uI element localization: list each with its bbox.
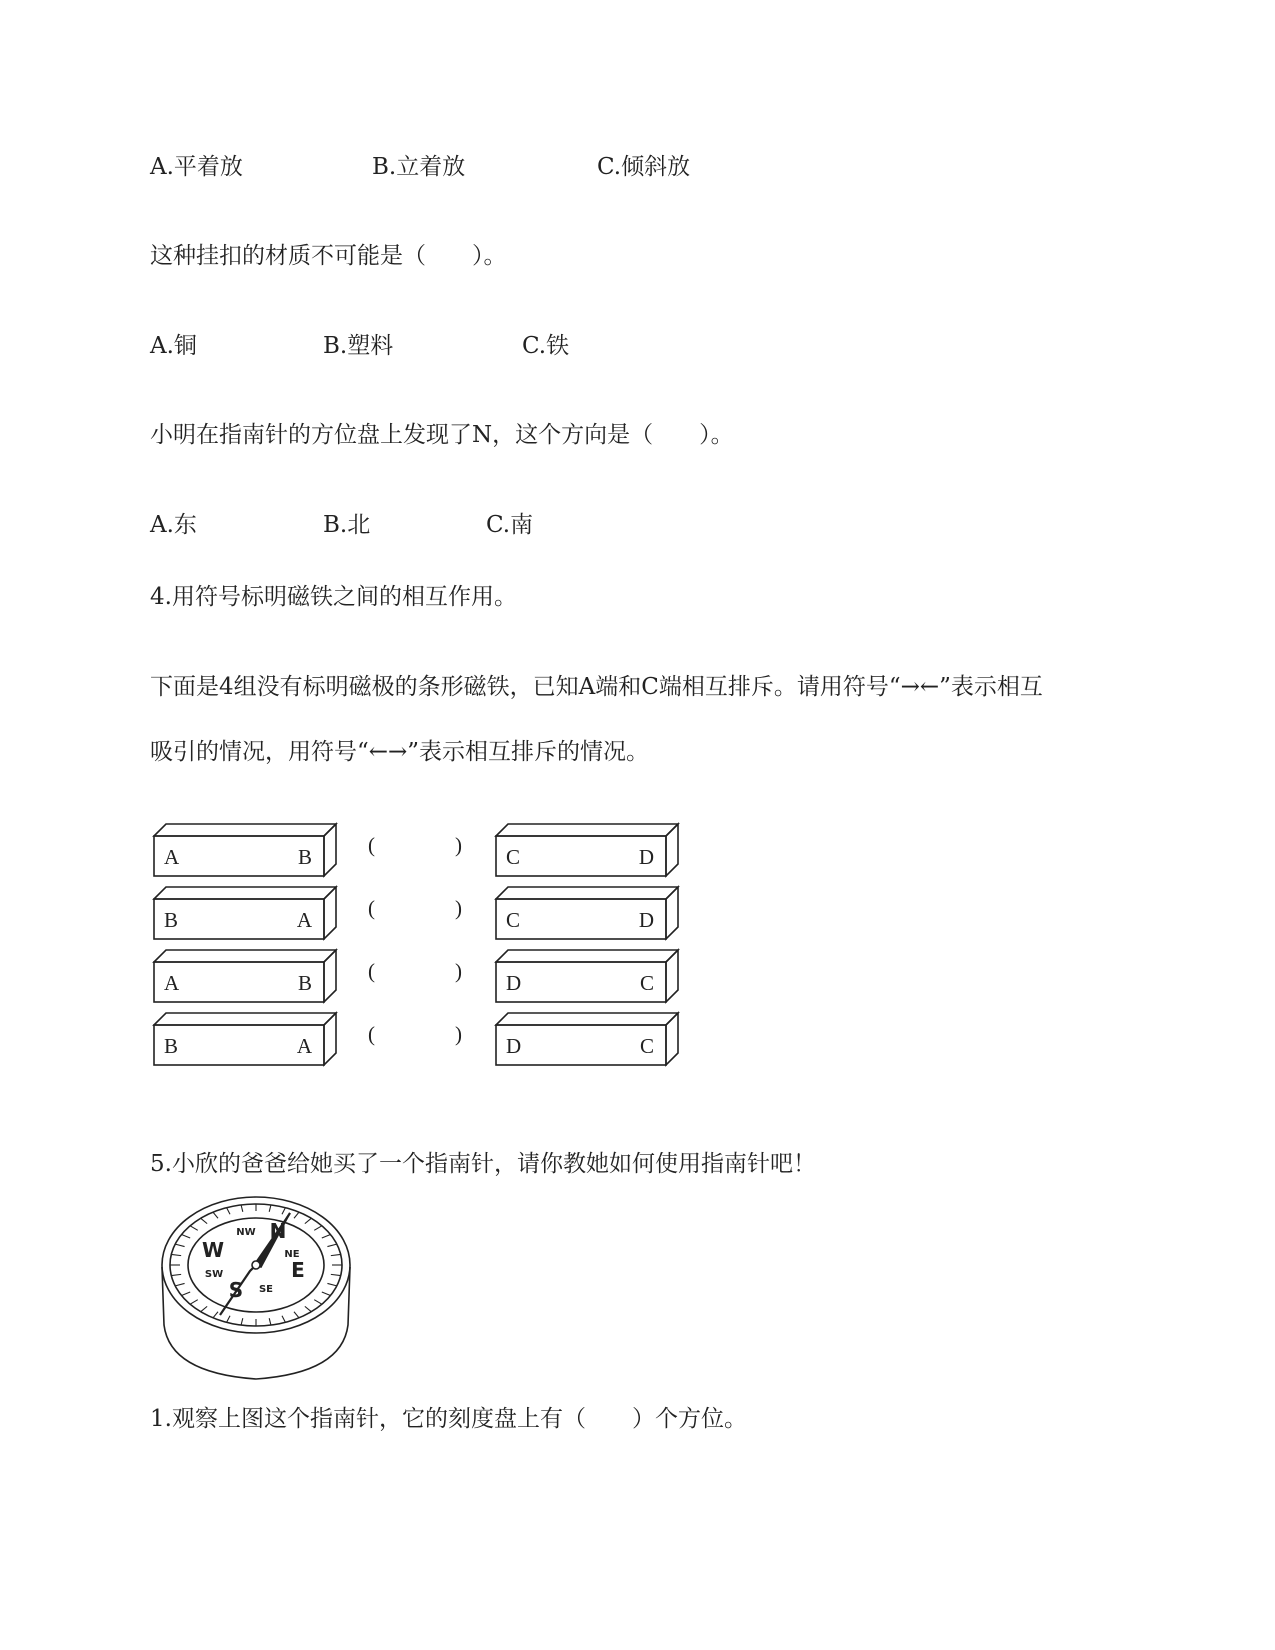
answer-paren-close: ) [455, 896, 462, 920]
answer-paren-open: ( [368, 833, 375, 857]
magnet-pole-label: A [164, 971, 180, 995]
magnet-left-1 [154, 887, 336, 939]
q1-option-a: A.平着放 [150, 154, 243, 180]
q3-option-b: B.北 [323, 512, 371, 538]
q2-option-b: B.塑料 [323, 333, 394, 359]
compass-label-ne: NE [284, 1249, 300, 1260]
magnet-pole-label: B [164, 1034, 179, 1058]
magnet-right-3 [496, 1013, 678, 1065]
magnet-pole-label: D [506, 971, 522, 995]
q2-question: 这种挂扣的材质不可能是（ ）。 [150, 243, 507, 269]
answer-paren-open: ( [368, 959, 375, 983]
magnet-pole-label: B [164, 908, 179, 932]
magnet-pole-label: C [506, 908, 521, 932]
magnet-pole-label: D [638, 908, 654, 932]
answer-paren-close: ) [455, 959, 462, 983]
q1-option-c: C.倾斜放 [597, 154, 691, 180]
magnet-left-2 [154, 950, 336, 1002]
q3-question: 小明在指南针的方位盘上发现了N，这个方向是（ ）。 [150, 422, 734, 448]
answer-paren-open: ( [368, 896, 375, 920]
magnet-left-0 [154, 824, 336, 876]
compass-label-nw: NW [236, 1227, 256, 1238]
section5-title: 5.小欣的爸爸给她买了一个指南针，请你教她如何使用指南针吧！ [150, 1151, 816, 1177]
magnet-pole-label: A [296, 908, 312, 932]
compass-label-se: SE [258, 1284, 274, 1295]
magnet-pole-label: C [639, 1034, 654, 1058]
q2-option-a: A.铜 [150, 333, 197, 359]
q1-option-b: B.立着放 [372, 154, 466, 180]
magnet-diagram [150, 820, 690, 1080]
compass-label-w: W [201, 1238, 225, 1262]
q3-option-a: A.东 [150, 512, 197, 538]
magnet-pole-label: C [639, 971, 654, 995]
magnet-pole-label: D [506, 1034, 522, 1058]
q2-option-c: C.铁 [522, 333, 570, 359]
compass-label-s: S [228, 1278, 244, 1302]
magnet-right-2 [496, 950, 678, 1002]
section4-desc-line2: 吸引的情况，用符号“←→”表示相互排斥的情况。 [150, 739, 650, 765]
compass-illustration [158, 1195, 354, 1381]
magnet-right-0 [496, 824, 678, 876]
compass-label-sw: SW [204, 1269, 224, 1280]
answer-paren-open: ( [368, 1022, 375, 1046]
magnet-pole-label: A [164, 845, 180, 869]
magnet-pole-label: B [297, 971, 312, 995]
magnet-pole-label: B [297, 845, 312, 869]
magnet-left-3 [154, 1013, 336, 1065]
q3-option-c: C.南 [486, 512, 534, 538]
answer-paren-close: ) [455, 833, 462, 857]
magnet-pole-label: A [296, 1034, 312, 1058]
magnet-pole-label: D [638, 845, 654, 869]
section4-desc-line1: 下面是4组没有标明磁极的条形磁铁，已知A端和C端相互排斥。请用符号“→←”表示相互 [150, 674, 1043, 700]
compass-label-e: E [291, 1258, 305, 1282]
magnet-pole-label: C [506, 845, 521, 869]
section5-question-1: 1.观察上图这个指南针，它的刻度盘上有（ ）个方位。 [150, 1406, 747, 1432]
compass-label-n: N [269, 1219, 287, 1243]
answer-paren-close: ) [455, 1022, 462, 1046]
magnet-right-1 [496, 887, 678, 939]
section4-title: 4.用符号标明磁铁之间的相互作用。 [150, 584, 517, 610]
